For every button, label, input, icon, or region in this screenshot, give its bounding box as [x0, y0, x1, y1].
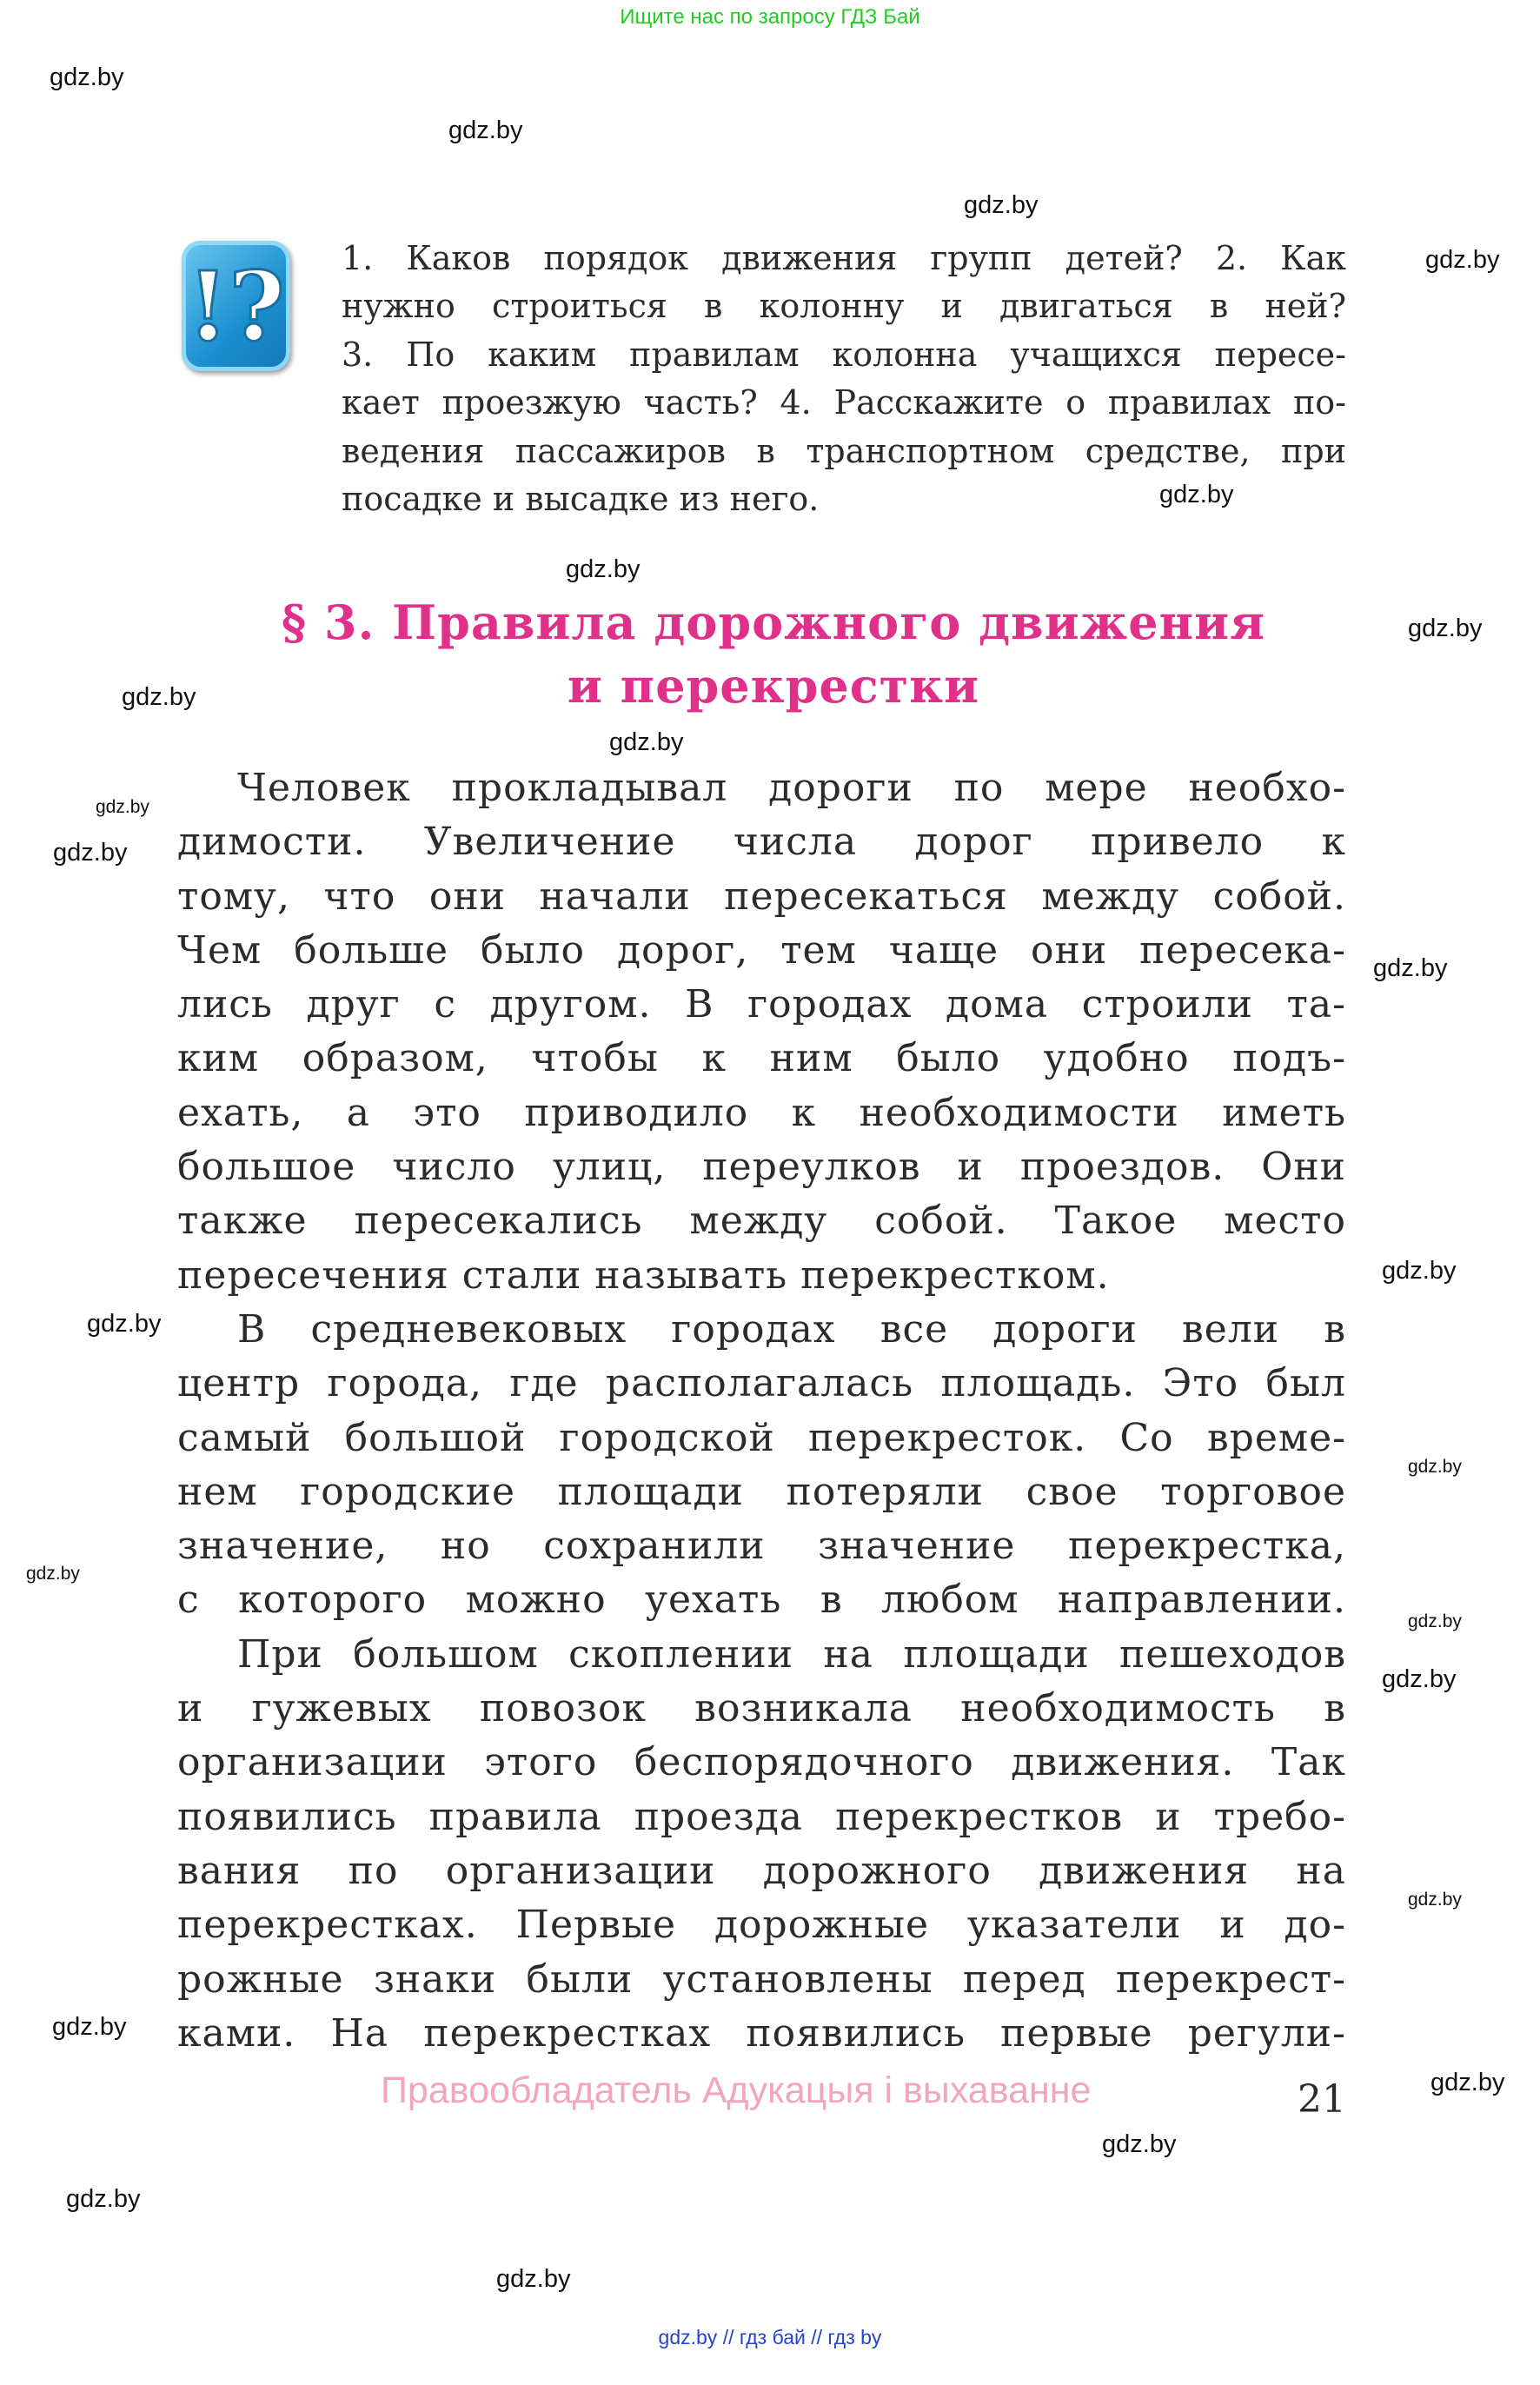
question-line: кает проезжую часть? 4. Расскажите о правилах по-: [342, 383, 1346, 422]
question-line: ведения пассажиров в транспортном средстве, при: [342, 431, 1346, 470]
watermark: gdz.by: [566, 555, 641, 583]
watermark: gdz.by: [1425, 246, 1500, 274]
watermark: gdz.by: [448, 116, 523, 144]
watermark: gdz.by: [122, 683, 196, 711]
watermark: gdz.by: [1408, 1890, 1462, 1910]
body-text: [177, 761, 1346, 2061]
watermark: gdz.by: [1159, 481, 1234, 508]
body-line: нем городские площади потеряли свое торговое: [177, 1469, 1346, 1514]
watermark: gdz.by: [26, 1564, 80, 1584]
footer-links[interactable]: gdz.by // гдз бай // гдз by: [658, 2326, 882, 2348]
watermark: gdz.by: [964, 191, 1039, 219]
rights-holder: Правообладатель Адукацыя і выхаванне: [381, 2069, 1092, 2111]
watermark: gdz.by: [87, 1310, 162, 1338]
question-line: нужно строиться в колонну и двигаться в ней?: [342, 287, 1346, 326]
watermark: gdz.by: [1382, 1665, 1457, 1693]
body-line: ками. На перекрестках появились первые регули-: [177, 2010, 1346, 2056]
watermark: gdz.by: [96, 797, 149, 817]
watermark: gdz.by: [1102, 2130, 1177, 2158]
watermark: gdz.by: [609, 728, 684, 756]
body-line: организации этого беспорядочного движения. Так: [177, 1740, 1346, 1785]
body-line: самый большой городской перекресток. Со време-: [177, 1415, 1346, 1460]
body-line: и гужевых повозок возникала необходимость в: [177, 1686, 1346, 1731]
watermark: gdz.by: [53, 839, 128, 867]
body-line: В средневековых городах все дороги вели в: [237, 1306, 1346, 1352]
body-line: центр города, где располагалась площадь. Это был: [177, 1361, 1346, 1406]
search-hint: Ищите нас по запросу ГДЗ Бай: [620, 5, 920, 29]
question-line: 3. По каким правилам колонна учащихся пересе-: [342, 335, 1346, 374]
watermark: gdz.by: [1408, 1457, 1462, 1477]
watermark: gdz.by: [1382, 1257, 1457, 1285]
body-line: Чем больше было дорог, тем чаще они пересека-: [177, 927, 1346, 973]
body-line: появились правила проезда перекрестков и требо-: [177, 1794, 1346, 1839]
body-line: перекрестках. Первые дорожные указатели и до-: [177, 1903, 1346, 1948]
body-line: ехать, а это приводило к необходимости иметь: [177, 1090, 1346, 1135]
body-line: лись друг с другом. В городах дома строили та-: [177, 982, 1346, 1027]
body-line: При большом скоплении на площади пешеходов: [237, 1631, 1346, 1677]
body-line: димости. Увеличение числа дорог привело к: [177, 820, 1346, 865]
question-line: посадке и высадке из него.: [342, 479, 820, 518]
watermark: gdz.by: [1408, 615, 1483, 642]
section-heading-line1: § 3. Правила дорожного движения: [281, 595, 1266, 650]
watermark: gdz.by: [496, 2265, 571, 2293]
body-line: с которого можно уехать в любом направлении.: [177, 1578, 1346, 1623]
watermark: gdz.by: [1408, 1611, 1462, 1631]
body-line: также пересекались между собой. Такое место: [177, 1199, 1346, 1244]
page-number: 21: [1298, 2077, 1346, 2122]
section-heading-line2: и перекрестки: [567, 658, 980, 714]
question-line: 1. Каков порядок движения групп детей? 2. Как: [342, 239, 1346, 277]
body-line: ким образом, чтобы к ним было удобно подъ-: [177, 1036, 1346, 1081]
body-line: рожные знаки были установлены перед перекрест-: [177, 1956, 1346, 2002]
body-line: значение, но сохранили значение перекрестка,: [177, 1524, 1346, 1569]
exclamation-question-icon: !?: [182, 241, 290, 371]
body-line: пересечения стали называть перекрестком.: [177, 1252, 1110, 1298]
body-line: Человек прокладывал дороги по мере необхо-: [237, 766, 1346, 810]
watermark: gdz.by: [52, 2013, 127, 2041]
body-line: вания по организации дорожного движения на: [177, 1848, 1346, 1893]
watermark: gdz.by: [66, 2185, 141, 2213]
body-line: тому, что они начали пересекаться между собой.: [177, 874, 1346, 919]
watermark: gdz.by: [1373, 954, 1448, 982]
watermark: gdz.by: [1430, 2069, 1505, 2096]
body-line: большое число улиц, переулков и проездов. Они: [177, 1145, 1346, 1190]
watermark: gdz.by: [50, 63, 124, 91]
